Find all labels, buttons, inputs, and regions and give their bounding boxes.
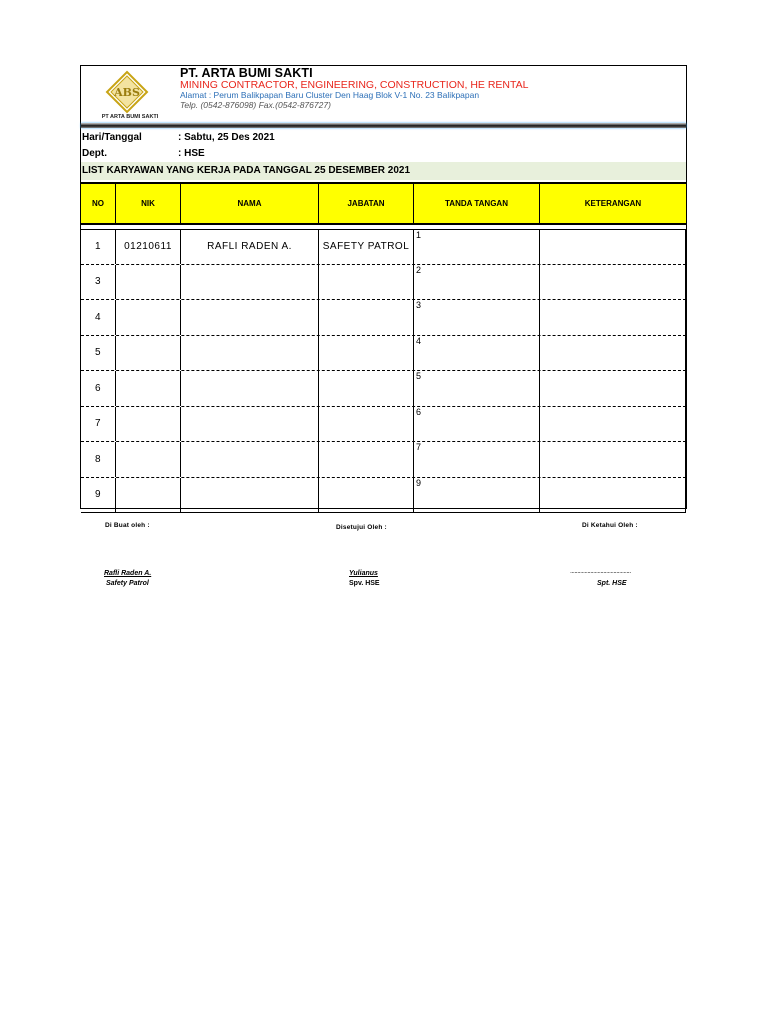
dept-value: : HSE [178, 148, 205, 159]
cell-tanda-tangan-text: 6 [416, 406, 422, 417]
cell-keterangan [539, 407, 686, 442]
cell-nik [115, 230, 180, 264]
cell-jabatan [318, 478, 413, 513]
cell-keterangan [539, 442, 686, 477]
cell-no-text: 3 [94, 276, 102, 288]
cell-keterangan [539, 265, 686, 300]
col-header-nik: NIK [115, 184, 180, 223]
cell-keterangan [539, 371, 686, 406]
table-body [81, 229, 686, 513]
cell-nama-text: RAFLI RADEN A. [207, 241, 292, 253]
col-header-jabatan: JABATAN [318, 184, 413, 223]
cell-nama [180, 300, 318, 335]
cell-tanda-tangan-text: 1 [416, 230, 422, 240]
cell-no [81, 478, 115, 513]
cell-tanda-tangan [413, 478, 539, 513]
cell-nik [115, 407, 180, 442]
cell-jabatan [318, 230, 413, 264]
cell-no-text: 7 [94, 418, 102, 430]
cell-jabatan [318, 336, 413, 371]
svg-text:PT ARTA BUMI SAKTI: PT ARTA BUMI SAKTI [101, 114, 159, 120]
table-row [81, 300, 686, 336]
cell-keterangan [539, 336, 686, 371]
col-header-no: NO [92, 199, 104, 208]
employee-table [81, 182, 686, 513]
company-address: Alamat : Perum Balikpapan Baru Cluster Den Haag Blok V-1 No. 23 Balikpapan [180, 90, 480, 100]
cell-keterangan [539, 230, 686, 264]
cell-nama [180, 265, 318, 300]
table-row [81, 407, 686, 443]
cell-no [81, 407, 115, 442]
cell-tanda-tangan-text: 4 [416, 335, 422, 346]
svg-text:ABS: ABS [114, 86, 140, 99]
cell-tanda-tangan [413, 336, 539, 371]
cell-jabatan [318, 407, 413, 442]
cell-jabatan-text: SAFETY PATROL [322, 241, 410, 253]
cell-keterangan [539, 300, 686, 335]
cell-tanda-tangan [413, 230, 539, 264]
known-by-label: Di Ketahui Oleh : [582, 522, 638, 529]
cell-no-text: 1 [94, 241, 102, 253]
approved-by-label: Disetujui Oleh : [336, 524, 387, 531]
date-label: Hari/Tanggal [82, 132, 142, 143]
list-title: LIST KARYAWAN YANG KERJA PADA TANGGAL 25 DESEMBER 2021 [81, 162, 686, 180]
cell-tanda-tangan-text: 2 [416, 264, 422, 275]
company-logo [87, 70, 173, 120]
known-by-role: Spt. HSE [597, 580, 627, 587]
date-value: : Sabtu, 25 Des 2021 [178, 132, 275, 143]
cell-nik [115, 300, 180, 335]
cell-nama [180, 230, 318, 264]
cell-tanda-tangan [413, 407, 539, 442]
attendance-sheet [80, 65, 687, 509]
table-row [81, 478, 686, 514]
made-by-name: Rafli Raden A. [104, 570, 152, 577]
table-header [81, 182, 686, 225]
cell-no [81, 230, 115, 264]
cell-nama [180, 336, 318, 371]
col-header-keterangan: KETERANGAN [539, 184, 686, 223]
cell-tanda-tangan [413, 371, 539, 406]
cell-no-text: 8 [94, 453, 102, 465]
cell-jabatan [318, 265, 413, 300]
known-by-signature-line: .......................................... [570, 568, 631, 575]
cell-jabatan [318, 371, 413, 406]
table-row [81, 336, 686, 372]
cell-nik [115, 265, 180, 300]
cell-nama [180, 407, 318, 442]
cell-no-text: 9 [94, 489, 102, 501]
made-by-role: Safety Patrol [106, 580, 149, 587]
table-row [81, 371, 686, 407]
cell-nik [115, 336, 180, 371]
dept-label: Dept. [82, 148, 107, 159]
cell-no [81, 336, 115, 371]
approved-by-role: Spv. HSE [349, 580, 380, 587]
cell-tanda-tangan [413, 300, 539, 335]
cell-nama [180, 442, 318, 477]
made-by-label: Di Buat oleh : [105, 522, 150, 529]
cell-no [81, 265, 115, 300]
cell-no-text: 6 [94, 382, 102, 394]
company-phone: Telp. (0542-876098) Fax.(0542-876727) [180, 100, 331, 110]
table-row [81, 442, 686, 478]
cell-no [81, 371, 115, 406]
cell-no [81, 442, 115, 477]
cell-nik [115, 478, 180, 513]
cell-nama [180, 371, 318, 406]
cell-nik [115, 442, 180, 477]
cell-tanda-tangan-text: 5 [416, 371, 422, 381]
cell-tanda-tangan [413, 442, 539, 477]
table-row [81, 229, 686, 265]
company-name: PT. ARTA BUMI SAKTI [180, 66, 313, 80]
cell-tanda-tangan-text: 3 [416, 300, 422, 310]
cell-nama [180, 478, 318, 513]
cell-tanda-tangan [413, 265, 539, 300]
cell-no-text: 5 [94, 347, 102, 359]
col-header-nama: NAMA [180, 184, 318, 223]
cell-jabatan [318, 300, 413, 335]
cell-tanda-tangan-text: 7 [416, 442, 422, 452]
table-row [81, 265, 686, 301]
cell-no [81, 300, 115, 335]
cell-nik [115, 371, 180, 406]
col-header-tanda-tangan: TANDA TANGAN [413, 184, 539, 223]
header-divider [81, 123, 686, 128]
cell-tanda-tangan-text: 9 [416, 477, 422, 488]
company-tagline: MINING CONTRACTOR, ENGINEERING, CONSTRUCTION, HE RENTAL [180, 79, 529, 91]
cell-jabatan [318, 442, 413, 477]
cell-keterangan [539, 478, 686, 513]
approved-by-name: Yulianus [349, 570, 378, 577]
cell-nik-text: 01210611 [124, 241, 172, 253]
cell-no-text: 4 [94, 311, 102, 323]
